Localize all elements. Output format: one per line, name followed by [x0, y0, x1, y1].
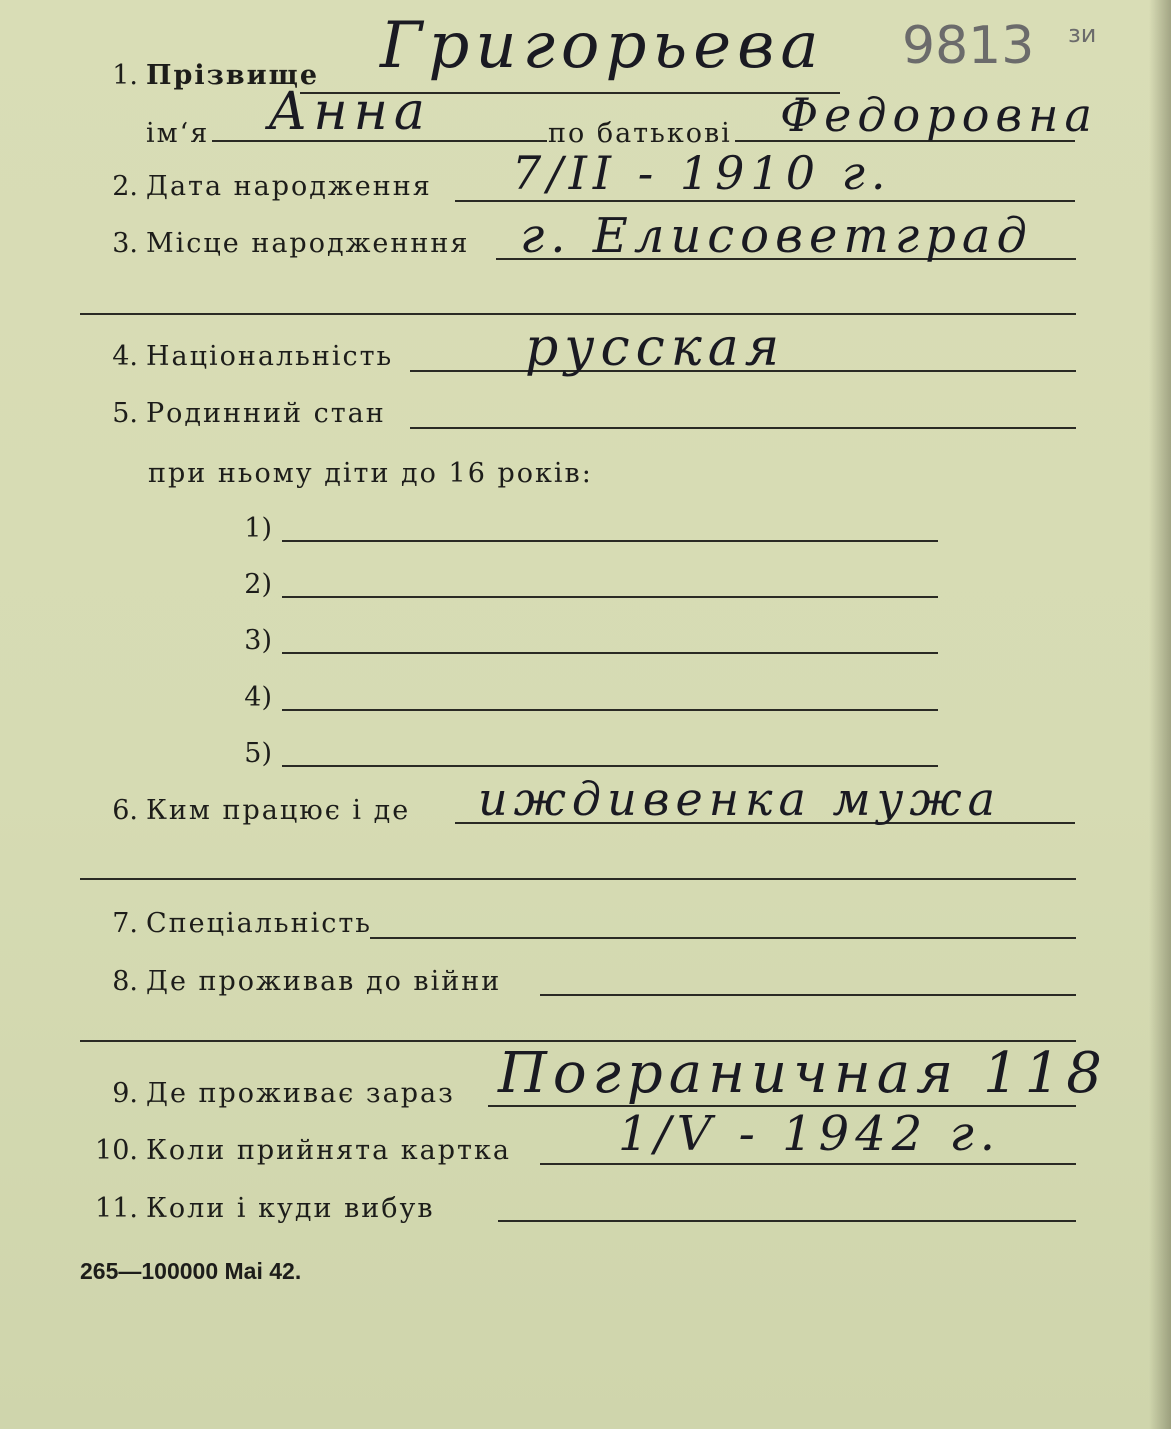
marital-status-label: Родинний стан — [146, 398, 386, 429]
item-number-1: 1. — [112, 60, 138, 91]
child-slot-4: 4) — [244, 682, 272, 713]
prewar-residence-label: Де проживав до війни — [146, 966, 502, 997]
name-label: ім‘я — [146, 118, 210, 149]
patronymic-label: по батькові — [548, 118, 732, 149]
nationality-label: Національність — [146, 341, 394, 372]
birth-date-line — [455, 200, 1075, 202]
work-continuation-line — [80, 878, 1076, 880]
birth-place-value: г. Елисоветград — [520, 208, 1033, 264]
item-number-10: 10. — [95, 1135, 138, 1166]
surname-label: Прізвище — [146, 60, 320, 91]
item-number-4: 4. — [112, 341, 138, 372]
departure-label: Коли і куди вибув — [146, 1193, 435, 1224]
item-number-6: 6. — [112, 795, 138, 826]
item-number-2: 2. — [112, 171, 138, 202]
card-accepted-value: 1/V - 1942 г. — [618, 1106, 1002, 1162]
marital-status-line — [410, 427, 1076, 429]
child-slot-3: 3) — [244, 625, 272, 656]
child-slot-1: 1) — [244, 513, 272, 544]
work-value: иждивенка мужа — [478, 772, 1002, 826]
specialty-line — [370, 937, 1076, 939]
child-slot-2: 2) — [244, 569, 272, 600]
work-label: Ким працює і де — [146, 795, 411, 826]
patronymic-value: Федоровна — [780, 88, 1098, 142]
child-line-2 — [282, 596, 938, 598]
card-accepted-label: Коли прийнята картка — [146, 1135, 511, 1166]
child-line-5 — [282, 765, 938, 767]
birth-date-value: 7/II - 1910 г. — [512, 146, 892, 200]
nationality-value: русская — [525, 318, 786, 378]
name-value: Анна — [268, 82, 431, 142]
child-line-4 — [282, 709, 938, 711]
surname-value: Григорьева — [380, 9, 825, 83]
current-residence-label: Де проживає зараз — [146, 1078, 455, 1109]
child-line-3 — [282, 652, 938, 654]
specialty-label: Спеціальність — [146, 908, 372, 939]
item-number-3: 3. — [112, 228, 138, 259]
birth-date-label: Дата народження — [146, 171, 432, 202]
print-code: 265—100000 Mai 42. — [80, 1258, 302, 1284]
item-number-7: 7. — [112, 908, 138, 939]
children-label: при ньому діти до 16 років: — [148, 458, 593, 489]
current-residence-value: Пограничная 118 — [498, 1041, 1108, 1106]
item-number-8: 8. — [112, 966, 138, 997]
item-number-11: 11. — [95, 1193, 138, 1224]
departure-line — [498, 1220, 1076, 1222]
child-line-1 — [282, 540, 938, 542]
birth-place-continuation-line — [80, 313, 1076, 315]
pencil-suffix: зи — [1068, 20, 1097, 48]
item-number-9: 9. — [112, 1078, 138, 1109]
card-accepted-line — [540, 1163, 1076, 1165]
child-slot-5: 5) — [244, 738, 272, 769]
pencil-number: 9813 — [902, 16, 1035, 76]
birth-place-label: Місце народженння — [146, 228, 470, 259]
item-number-5: 5. — [112, 398, 138, 429]
prewar-residence-line — [540, 994, 1076, 996]
